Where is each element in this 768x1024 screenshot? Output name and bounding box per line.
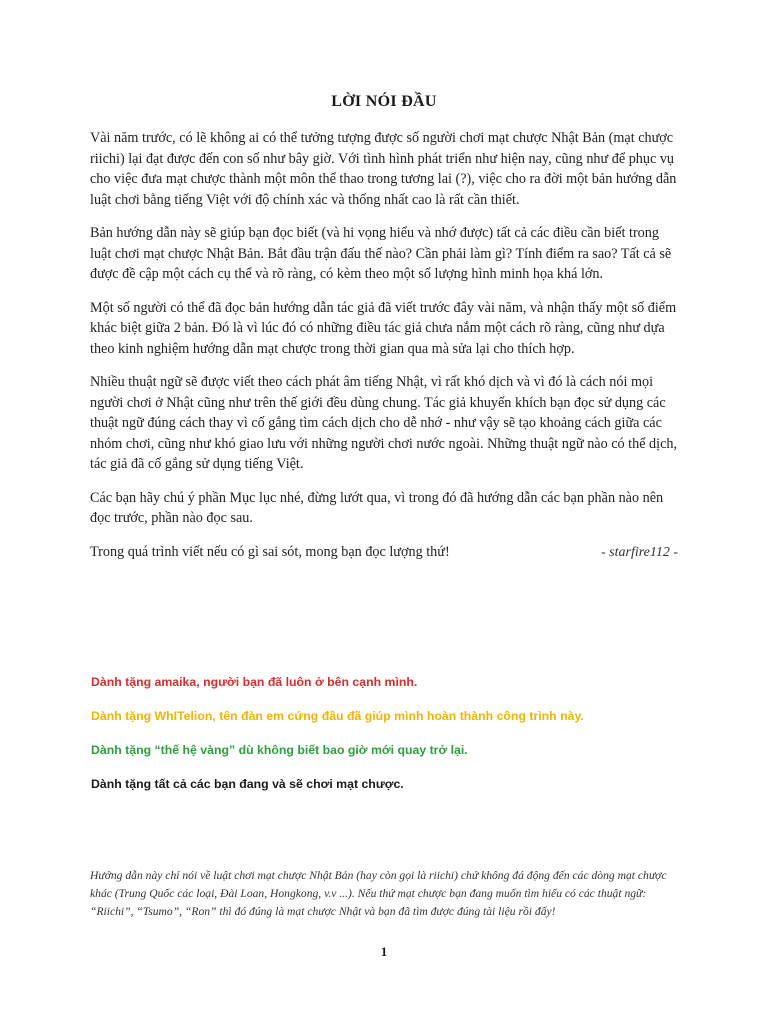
dedication-item: Dành tặng WhITelion, tên đàn em cứng đầu đã giúp mình hoàn thành công trình này. <box>91 709 584 723</box>
dedication-item: Dành tặng “thế hệ vàng” dù không biết bao giờ mới quay trở lại. <box>91 743 468 757</box>
preface-body <box>90 128 682 575</box>
paragraph: Vài năm trước, có lẽ không ai có thể tưởng tượng được số người chơi mạt chược Nhật Bản (mạt chược riichi) lại đạt được đến con số như bây giờ. Với tình hình phát triển như hiện nay, cũng như để phục vụ cho việc đưa mạt chược thành một môn thể thao trong tương lai (?), việc cho ra đời một bản hướng dẫn luật chơi bằng tiếng Việt với độ chính xác và thống nhất cao là rất cần thiết. <box>90 130 677 208</box>
page-number: 1 <box>380 944 388 959</box>
dedication-item: Dành tặng tất cả các bạn đang và sẽ chơi mạt chược. <box>91 777 404 791</box>
paragraph: Trong quá trình viết nếu có gì sai sót, mong bạn đọc lượng thứ! <box>90 543 450 560</box>
footnote: Hướng dẫn này chỉ nói về luật chơi mạt chược Nhật Bản (hay còn gọi là riichi) chứ không đá động đến các dòng mạt chược khác (Trung Quốc các loại, Đài Loan, Hongkong, v.v ...). Nếu thứ mạt chược bạn đang muốn tìm hiểu có các thuật ngữ: “Riichi”, “Tsumo”, “Ron” thì đó đúng là mạt chược Nhật và bạn đã tìm được đúng tài liệu rồi đấy! <box>90 869 667 918</box>
paragraph: Nhiều thuật ngữ sẽ được viết theo cách phát âm tiếng Nhật, vì rất khó dịch và vì đó là cách nói mọi người chơi ở Nhật cũng như trên thế giới đều dùng chung. Tác giả khuyến khích bạn đọc sử dụng các thuật ngữ đúng cách thay vì cố gắng tìm cách dịch cho dễ nhớ - như vậy sẽ tạo khoảng cách giữa các nhóm chơi, cũng như khó giao lưu với những người chơi nước ngoài. Những thuật ngữ nào có thể dịch, tác giả đã cố gắng sử dụng tiếng Việt. <box>90 374 678 472</box>
dedication-item: Dành tặng amaika, người bạn đã luôn ở bên cạnh mình. <box>91 675 418 689</box>
paragraph: Một số người có thể đã đọc bản hướng dẫn tác giả đã viết trước đây vài năm, và nhận thấy một số điểm khác biệt giữa 2 bản. Đó là vì lúc đó có những điều tác giả chưa nắm một cách rõ ràng, cũng như dựa theo kinh nghiệm hướng dẫn mạt chược trong thời gian qua mà sửa lại cho thích hợp. <box>90 299 677 357</box>
paragraph: Các bạn hãy chú ý phần Mục lục nhé, đừng lướt qua, vì trong đó đã hướng dẫn các bạn phần nào nên đọc trước, phần nào đọc sau. <box>90 489 664 526</box>
dedication-list <box>91 674 691 810</box>
paragraph: Bản hướng dẫn này sẽ giúp bạn đọc biết (và hi vọng hiểu và nhớ được) tất cả các điều cần biết trong luật chơi mạt chược Nhật Bản. Bắt đầu trận đấu thế nào? Cần phải làm gì? Tính điểm ra sao? Tất cả sẽ được đề cập một cách cụ thể và rõ ràng, có kèm theo một số lượng hình minh họa khá lớn. <box>90 225 672 282</box>
author-signature: - starfire112 - <box>601 545 678 560</box>
page-title: LỜI NÓI ĐẦU <box>331 93 437 110</box>
